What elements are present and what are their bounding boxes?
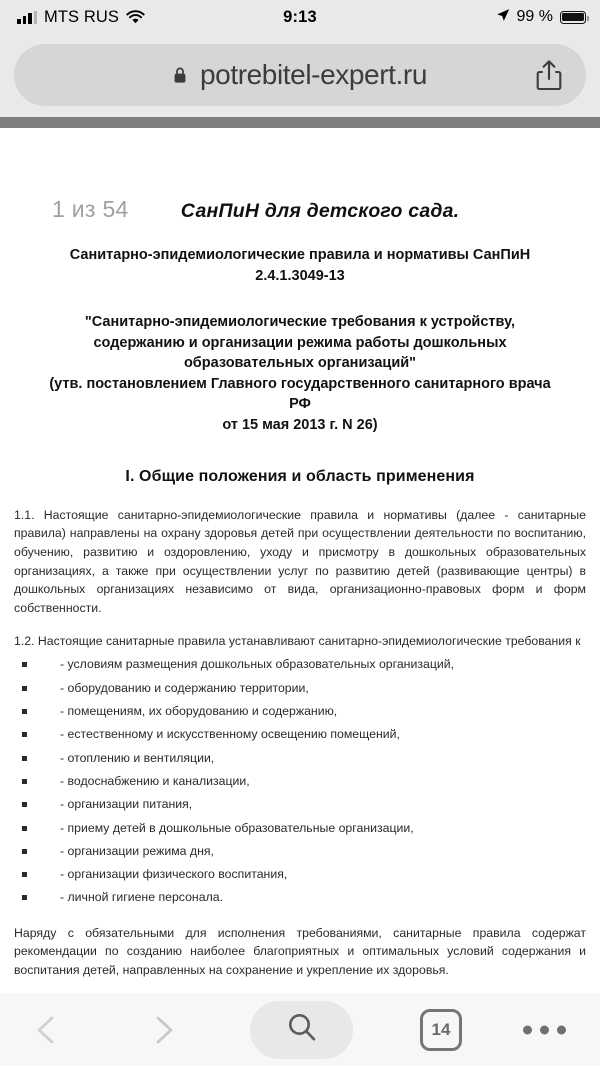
search-button[interactable] (250, 1001, 353, 1059)
list-item: - водоснабжению и канализации, (0, 775, 600, 787)
list-item: - оборудованию и содержанию территории, (0, 682, 600, 694)
list-item: - отоплению и вентиляции, (0, 752, 600, 764)
section-heading: I. Общие положения и область применения (125, 467, 475, 485)
quote-line: "Санитарно-эпидемиологические требования к устройству, (84, 314, 516, 331)
quote-line: содержанию и организации режима работы дошкольных (93, 334, 507, 351)
quote-line: РФ (289, 396, 311, 413)
document-content (0, 128, 600, 993)
list-item: - организации питания, (0, 798, 600, 810)
address-bar-content (173, 59, 427, 91)
status-bar-right (496, 0, 586, 34)
page-counter: 1 из 54 (52, 196, 129, 222)
lock-icon (173, 66, 187, 84)
quote-line: (утв. постановлением Главного государственного санитарного врача (49, 375, 551, 392)
search-icon (286, 1011, 318, 1048)
paragraph-naryadu: Наряду с обязательными для исполнения требованиями, санитарные правила содержат рекомендации по созданию наиболее благоприятных и оптимальных условий содержания и воспитания детей, направленных на сохранение и укрепление их здоровья. (14, 925, 586, 978)
quote-line: образовательных организаций" (183, 355, 417, 372)
paragraph-1-1: 1.1. Настоящие санитарно-эпидемиологические правила и нормативы (далее - санитарные правила) направлены на охрану здоровья детей при осуществлении деятельности по воспитанию, обучению, развитию и оздоровлению, уходу и присмотру в дошкольных образовательных организациях, а также при осуществлении услуг по развитию детей (развивающие центры) в дошкольных организациях независимо от вида, организационно-правовых форм и форм собственности. (14, 507, 586, 616)
more-dots-icon[interactable] (523, 1025, 566, 1034)
list-item: - естественному и искусственному освещению помещений, (0, 728, 600, 740)
page-divider (0, 117, 600, 128)
list-item: - личной гигиене персонала. (0, 891, 600, 903)
url-text: potrebitel-expert.ru (199, 59, 427, 90)
address-bar[interactable] (14, 44, 586, 106)
list-item: - помещениям, их оборудованию и содержанию, (0, 705, 600, 717)
status-bar (0, 0, 600, 34)
tab-count-label: 14 (431, 1019, 451, 1039)
document-title: СанПиН для детского сада. (180, 200, 460, 222)
document-quote (0, 312, 600, 435)
requirements-list (0, 658, 600, 903)
battery-full-icon (560, 11, 586, 24)
list-item: - организации режима дня, (0, 845, 600, 857)
document-viewer[interactable] (0, 128, 600, 993)
clock-label: 9:13 (283, 7, 317, 26)
list-item: - условиям размещения дошкольных образовательных организаций, (0, 658, 600, 670)
browser-url-bar (0, 34, 600, 117)
battery-percent-label: 99 % (516, 8, 553, 25)
location-arrow-icon (496, 8, 510, 27)
share-icon[interactable] (534, 58, 564, 92)
chevron-right-icon[interactable] (148, 1013, 178, 1047)
tabs-button[interactable] (420, 1009, 462, 1051)
document-subtitle: Санитарно-эпидемиологические правила и нормативы СанПиН 2.4.1.3049-13 (69, 247, 531, 284)
chevron-left-icon[interactable] (32, 1013, 62, 1047)
browser-toolbar (0, 993, 600, 1066)
paragraph-1-2: 1.2. Настоящие санитарные правила устанавливают санитарно-эпидемиологические требования к (14, 633, 581, 648)
carrier-label: MTS RUS (44, 7, 119, 26)
quote-line: от 15 мая 2013 г. N 26) (222, 417, 378, 434)
list-item: - организации физического воспитания, (0, 868, 600, 880)
list-item: - приему детей в дошкольные образовательные организации, (0, 822, 600, 834)
